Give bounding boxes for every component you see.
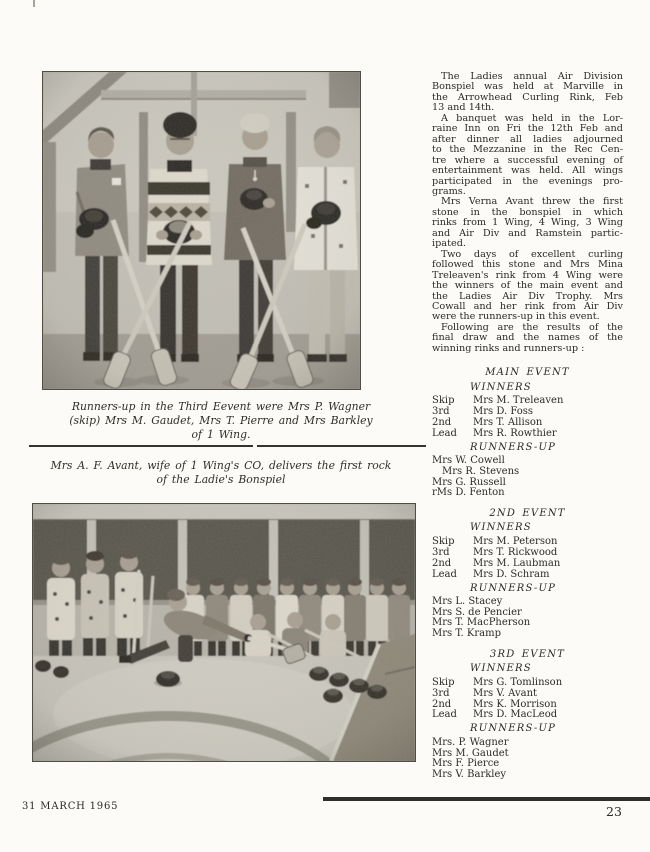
text-line: Mrs. P. Wagner <box>432 736 509 748</box>
position-label: Lead <box>432 427 457 439</box>
winner-name: Mrs M. Laubman <box>473 557 561 569</box>
top-photo <box>42 71 361 390</box>
text-line: participated in the evenings pro- <box>432 175 623 187</box>
bottom-photo-graphic <box>33 504 415 761</box>
bottom-photo <box>32 503 416 762</box>
winner-name: Mrs M. Peterson <box>473 535 558 547</box>
text-line: Mrs L. Stacey <box>432 596 503 608</box>
text-line: the Arrowhead Curling Rink, Feb <box>432 91 623 103</box>
winner-row <box>432 689 623 700</box>
text-line: stone in the bonspiel in which <box>432 206 623 218</box>
top-photo-graphic <box>43 72 360 389</box>
text-line: final draw and the names of the <box>432 332 623 344</box>
winner-row <box>432 678 623 689</box>
text-line: the winners of the main event and <box>432 280 623 292</box>
text-line: grams. <box>432 185 466 197</box>
text-line: rMs D. Fenton <box>432 487 505 499</box>
bottom-photo-caption <box>36 459 406 487</box>
text-line: winning rinks and runners-up : <box>432 342 585 354</box>
article-paragraph-2 <box>432 114 623 198</box>
winners-heading: WINNERS <box>470 381 532 393</box>
position-label: 2nd <box>432 557 452 569</box>
winner-name: Mrs R. Rowthier <box>473 427 557 439</box>
winner-row <box>432 429 623 440</box>
winner-row <box>432 710 623 721</box>
results-main-event <box>432 368 623 499</box>
text-line: Mrs T. MacPherson <box>432 617 531 629</box>
scan-mark <box>33 0 35 7</box>
text-line: followed this stone and Mrs Mina <box>432 259 623 271</box>
text-line: Mrs F. Pierce <box>432 758 500 770</box>
winner-name: Mrs T. Allison <box>473 416 543 428</box>
text-line: Two days of excellent curling <box>441 248 623 260</box>
page-number: 23 <box>606 804 622 819</box>
event-title: MAIN EVENT <box>485 367 570 379</box>
results-second-event <box>432 509 623 640</box>
issue-date: 31 MARCH 1965 <box>22 801 119 812</box>
event-title: 2ND EVENT <box>489 508 566 520</box>
text-line: Following are the results of the <box>441 321 623 333</box>
text-line: A banquet was held in the Lor- <box>441 112 623 124</box>
text-line: Runners-up in the Third Eevent were Mrs P. Wagner <box>71 400 371 413</box>
position-label: 2nd <box>432 698 452 710</box>
text-line: Treleaven's rink from 4 Wing were <box>432 269 623 281</box>
article-paragraph-5 <box>432 323 623 354</box>
runners-up-heading: RUNNERS-UP <box>470 723 557 735</box>
text-line: and Air Div and Ramstein partic- <box>432 227 623 239</box>
article-paragraph-4 <box>432 250 623 323</box>
text-line: ipated. <box>432 238 466 250</box>
winner-name: Mrs G. Tomlinson <box>473 676 563 688</box>
position-label: 3rd <box>432 406 450 418</box>
winner-name: Mrs K. Morrison <box>473 698 557 710</box>
text-line: Mrs S. de Pencier <box>432 606 522 618</box>
text-line: rinks from 1 Wing, 4 Wing, 3 Wing <box>432 217 623 229</box>
caption-divider-right <box>257 445 426 447</box>
results-third-event <box>432 650 623 781</box>
text-line: entertainment was held. All wings <box>432 165 623 177</box>
winner-name: Mrs D. Foss <box>473 406 534 418</box>
position-label: Lead <box>432 709 457 721</box>
article-paragraph-1 <box>432 72 623 114</box>
text-line: to the Mezzanine in the Rec Cen- <box>432 144 623 156</box>
text-line: of the Ladie's Bonspiel <box>156 473 286 487</box>
text-line: Mrs R. Stevens <box>442 465 520 477</box>
text-line: Bonspiel was held at Marville in <box>432 81 623 93</box>
position-label: Lead <box>432 568 457 580</box>
text-line: Mrs A. F. Avant, wife of 1 Wing's CO, delivers the first rock <box>50 459 392 472</box>
winner-name: Mrs D. MacLeod <box>473 709 558 721</box>
text-line: Mrs T. Kramp <box>432 628 501 640</box>
text-line: the Ladies Air Div Trophy. Mrs <box>432 290 623 302</box>
text-line: Mrs G. Russell <box>432 476 506 488</box>
runners-up-list <box>432 456 623 499</box>
winners-heading: WINNERS <box>470 522 532 534</box>
text-line: Mrs Verna Avant threw the first <box>441 196 623 208</box>
position-label: Skip <box>432 535 455 547</box>
winners-heading: WINNERS <box>470 663 532 675</box>
text-line: after dinner all ladies adjourned <box>432 133 623 145</box>
text-line: Cowall and her rink from Air Div <box>432 300 623 312</box>
text-line: Mrs M. Gaudet <box>432 747 509 759</box>
text-line: (skip) Mrs M. Gaudet, Mrs T. Pierre and Mrs Barkley <box>69 414 373 428</box>
position-label: 2nd <box>432 416 452 428</box>
text-line: raine Inn on Fri the 12th Feb and <box>432 123 623 135</box>
winner-name: Mrs T. Rickwood <box>473 546 558 558</box>
runners-up-list <box>432 738 623 781</box>
position-label: 3rd <box>432 687 450 699</box>
text-line: Mrs V. Barkley <box>432 768 507 780</box>
event-title: 3RD EVENT <box>489 648 566 660</box>
top-photo-caption <box>36 400 406 443</box>
position-label: 3rd <box>432 546 450 558</box>
text-line: The Ladies annual Air Division <box>441 71 623 82</box>
footer-rule <box>323 797 650 801</box>
winner-name: Mrs D. Schram <box>473 568 550 580</box>
text-line: Mrs W. Cowell <box>432 455 505 467</box>
article-paragraph-3 <box>432 197 623 249</box>
winner-row <box>432 570 623 581</box>
text-line: tre where a successful evening of <box>432 154 623 166</box>
runners-up-heading: RUNNERS-UP <box>470 582 557 594</box>
text-line: of 1 Wing. <box>191 428 251 442</box>
caption-divider-left <box>29 445 253 447</box>
article-column <box>432 70 623 781</box>
winner-name: Mrs V. Avant <box>473 687 538 699</box>
text-line: 13 and 14th. <box>432 102 495 114</box>
runners-up-list <box>432 597 623 640</box>
text-line: were the runners-up in this event. <box>432 311 600 323</box>
position-label: Skip <box>432 676 455 688</box>
runners-up-heading: RUNNERS-UP <box>470 441 557 453</box>
winner-name: Mrs M. Treleaven <box>473 395 564 407</box>
position-label: Skip <box>432 395 455 407</box>
